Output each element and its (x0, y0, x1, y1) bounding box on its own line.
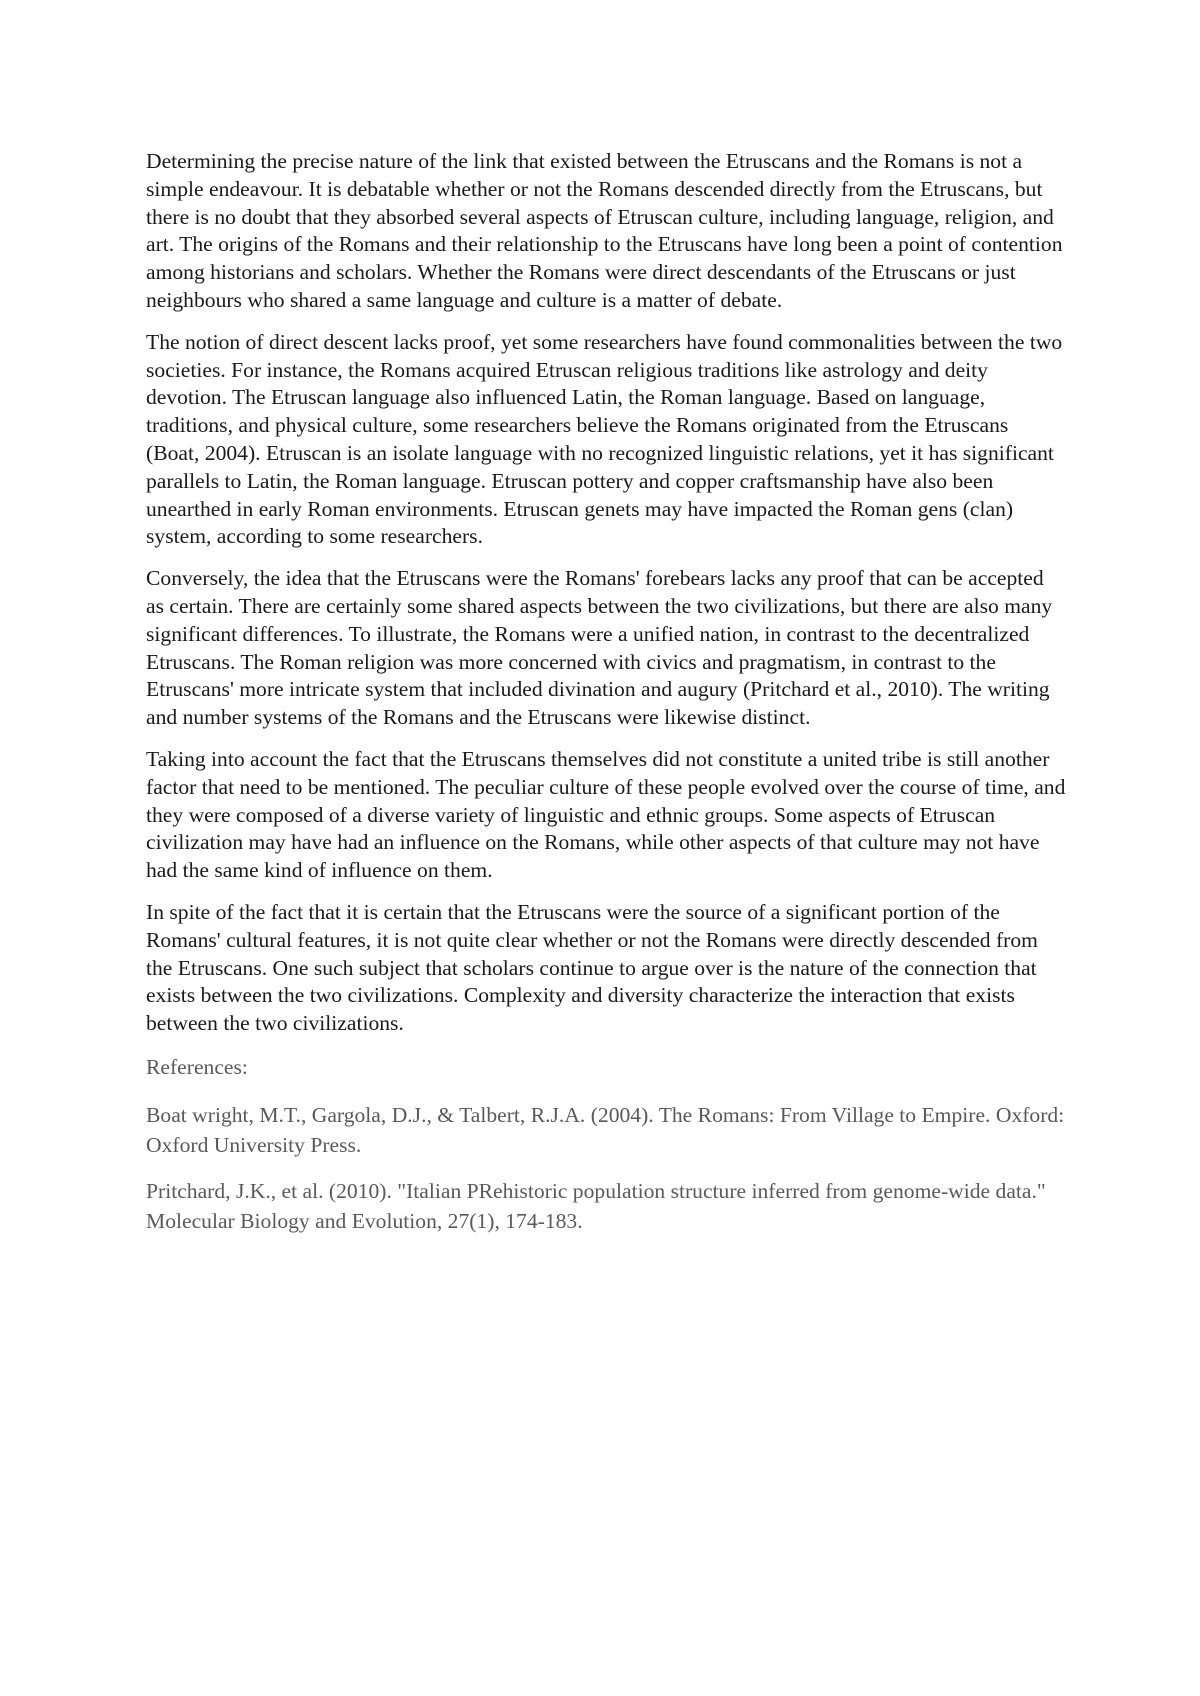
paragraph: Conversely, the idea that the Etruscans were the Romans' forebears lacks any proof that can be accepted as certain. There are certainly some shared aspects between the two civilizations, but there are also many significant differences. To illustrate, the Romans were a unified nation, in contrast to the decentralized Etruscans. The Roman religion was more concerned with civics and pragmatism, in contrast to the Etruscans' more intricate system that included divination and augury (Pritchard et al., 2010). The writing and number systems of the Romans and the Etruscans were likewise distinct. (146, 566, 1053, 730)
paragraph: Determining the precise nature of the link that existed between the Etruscans and the Romans is not a simple endeavour. It is debatable whether or not the Romans descended directly from the Etruscans, but there is no doubt that they absorbed several aspects of Etruscan culture, including language, religion, and art. The origins of the Romans and their relationship to the Etruscans have long been a point of contention among historians and scholars. Whether the Romans were direct descendants of the Etruscans or just neighbours who shared a same language and culture is a matter of debate. (146, 149, 1063, 312)
references-heading: References: (146, 1054, 248, 1079)
paragraph: The notion of direct descent lacks proof, yet some researchers have found commonalities between the two societies. For instance, the Romans acquired Etruscan religious traditions like astrology and deity devotion. The Etruscan language also influenced Latin, the Roman language. Based on language, traditions, and physical culture, some researchers believe the Romans originated from the Etruscans (Boat, 2004). Etruscan is an isolate language with no recognized linguistic relations, yet it has significant parallels to Latin, the Roman language. Etruscan pottery and copper craftsmanship have also been unearthed in early Roman environments. Etruscan genets may have impacted the Roman gens (clan) system, according to some researchers. (146, 329, 1063, 549)
reference-entry: Boat wright, M.T., Gargola, D.J., & Talbert, R.J.A. (2004). The Romans: From Village to Empire. Oxford: Oxford University Press. (146, 1102, 1065, 1157)
document-page (146, 148, 1066, 1252)
paragraph: In spite of the fact that it is certain that the Etruscans were the source of a significant portion of the Romans' cultural features, it is not quite clear whether or not the Romans were directly descended from the Etruscans. One such subject that scholars continue to argue over is the nature of the connection that exists between the two civilizations. Complexity and diversity characterize the interaction that exists between the two civilizations. (146, 899, 1038, 1036)
paragraph: Taking into account the fact that the Etruscans themselves did not constitute a united tribe is still another factor that need to be mentioned. The peculiar culture of these people evolved over the course of time, and they were composed of a diverse variety of linguistic and ethnic groups. Some aspects of Etruscan civilization may have had an influence on the Romans, while other aspects of that culture may not have had the same kind of influence on them. (146, 746, 1066, 883)
reference-entry: Pritchard, J.K., et al. (2010). "Italian PRehistoric population structure inferred from genome-wide data." Molecular Biology and Evolution, 27(1), 174-183. (146, 1178, 1046, 1233)
